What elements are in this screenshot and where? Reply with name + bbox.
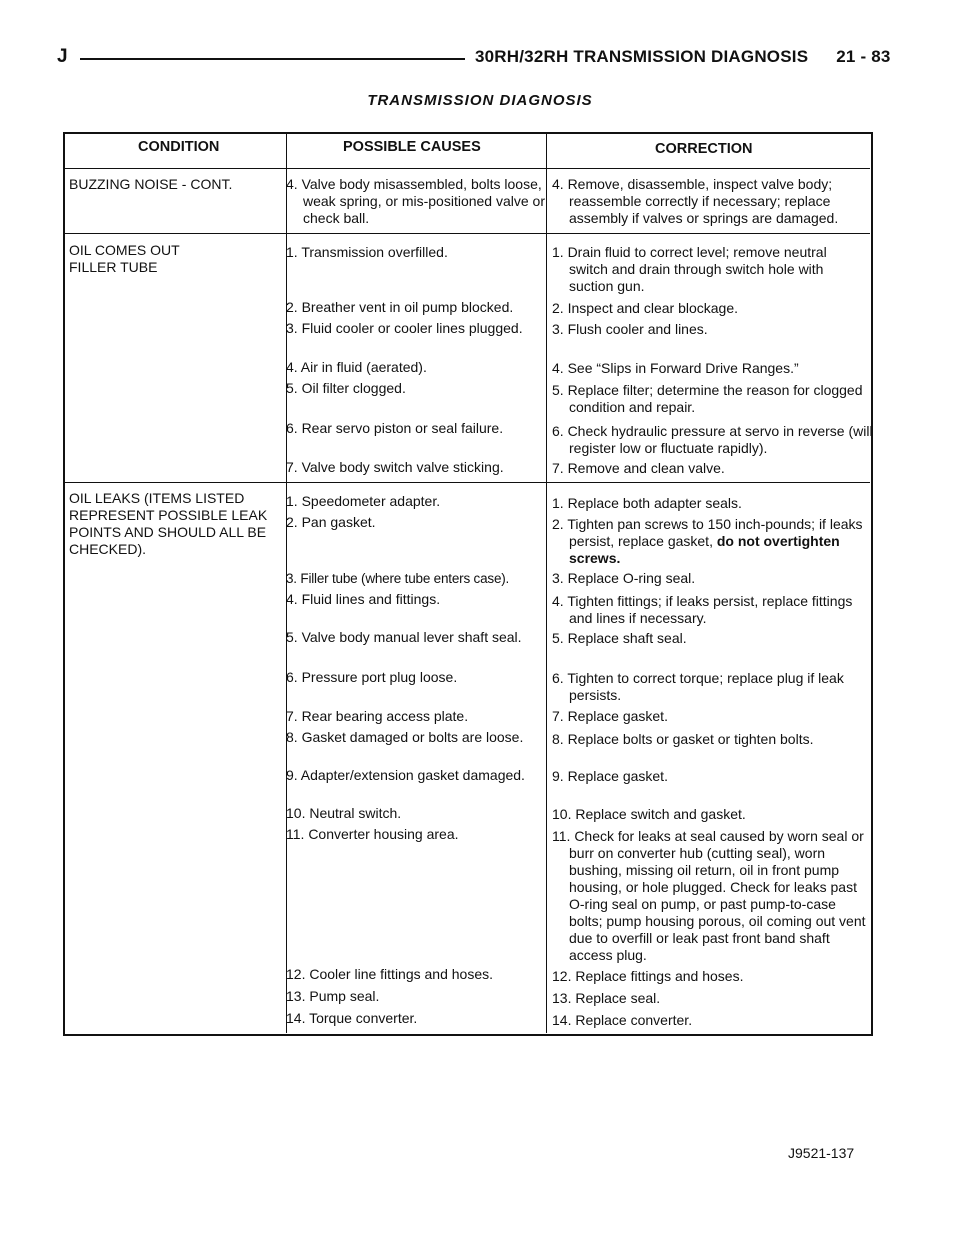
correction-cell: 3. Flush cooler and lines. [552, 321, 708, 337]
correction-cell: 8. Replace bolts or gasket or tighten bolts. [552, 731, 814, 747]
column-header-causes: POSSIBLE CAUSES [343, 139, 481, 155]
cause-cell: 13. Pump seal. [286, 988, 380, 1004]
cause-cell: 11. Converter housing area. [286, 826, 459, 842]
figure-id: J9521-137 [788, 1145, 855, 1161]
correction-cell: 4. Tighten fittings; if leaks persist, replace fittings and lines if necessary. [552, 593, 853, 626]
group-divider [64, 233, 870, 234]
condition-buzzing-noise: BUZZING NOISE - CONT. [69, 176, 233, 192]
correction-cell: 6. Check hydraulic pressure at servo in reverse (will register low or fluctuate rapidly). [552, 423, 873, 456]
correction-cell: 10. Replace switch and gasket. [552, 806, 746, 822]
cause-cell: 3. Fluid cooler or cooler lines plugged. [286, 320, 523, 336]
correction-cell: 6. Tighten to correct torque; replace plug if leak persists. [552, 670, 844, 703]
cause-cell: 4. Valve body misassembled, bolts loose, weak spring, or mis-positioned valve or check ball. [286, 176, 545, 226]
cause-cell: 5. Valve body manual lever shaft seal. [286, 629, 522, 645]
correction-cell: 4. Remove, disassemble, inspect valve body; reassemble correctly if necessary; replace assembly if valves or springs are damaged. [552, 176, 839, 226]
correction-cell [552, 516, 869, 567]
group-divider [64, 482, 870, 483]
column-header-correction: CORRECTION [655, 141, 753, 157]
header-title: 30RH/32RH TRANSMISSION DIAGNOSIS [475, 47, 809, 66]
cause-cell: 5. Oil filter clogged. [286, 380, 406, 396]
correction-cell: 7. Remove and clean valve. [552, 460, 725, 476]
correction-cell: 14. Replace converter. [552, 1012, 693, 1028]
cause-cell: 12. Cooler line fittings and hoses. [286, 966, 494, 982]
correction-warning: do not overtighten screws. [569, 533, 840, 566]
correction-cell: 13. Replace seal. [552, 990, 661, 1006]
correction-cell: 7. Replace gasket. [552, 708, 668, 724]
correction-cell: 12. Replace fittings and hoses. [552, 968, 744, 984]
correction-text: 2. Tighten pan screws to 150 inch-pounds; if leaks persist, replace gasket, [552, 516, 863, 549]
cause-cell: 6. Pressure port plug loose. [286, 669, 458, 685]
header-row-divider [64, 168, 870, 169]
correction-cell: 2. Inspect and clear blockage. [552, 300, 739, 316]
cause-cell: 4. Fluid lines and fittings. [286, 591, 441, 607]
correction-cell: 1. Replace both adapter seals. [552, 495, 742, 511]
header-rule [80, 58, 465, 60]
condition-oil-leaks: OIL LEAKS (ITEMS LISTED REPRESENT POSSIBLE LEAK POINTS AND SHOULD ALL BE CHECKED). [69, 490, 268, 557]
correction-cell: 9. Replace gasket. [552, 768, 668, 784]
cause-cell: 6. Rear servo piston or seal failure. [286, 420, 504, 436]
cause-cell: 2. Pan gasket. [286, 514, 376, 530]
cause-cell: 2. Breather vent in oil pump blocked. [286, 299, 514, 315]
correction-cell: 3. Replace O-ring seal. [552, 570, 696, 586]
cause-cell: 9. Adapter/extension gasket damaged. [286, 767, 525, 783]
cause-cell: 1. Transmission overfilled. [286, 244, 448, 260]
condition-oil-comes-out: OIL COMES OUT FILLER TUBE [69, 242, 180, 275]
cause-cell: 4. Air in fluid (aerated). [286, 359, 427, 375]
correction-cell: 5. Replace shaft seal. [552, 630, 687, 646]
page-number: 21 - 83 [836, 47, 891, 66]
cause-cell: 14. Torque converter. [286, 1010, 418, 1026]
correction-cell: 1. Drain fluid to correct level; remove neutral switch and drain through switch hole with suction gun. [552, 244, 827, 294]
page-subtitle: TRANSMISSION DIAGNOSIS [367, 92, 593, 109]
correction-cell: 4. See “Slips in Forward Drive Ranges.” [552, 360, 799, 376]
section-letter: J [57, 46, 68, 67]
cause-cell: 7. Rear bearing access plate. [286, 708, 469, 724]
cause-cell: 3. Filler tube (where tube enters case). [286, 571, 510, 586]
correction-cell: 5. Replace filter; determine the reason for clogged condition and repair. [552, 382, 863, 415]
cause-cell: 10. Neutral switch. [286, 805, 402, 821]
cause-cell: 1. Speedometer adapter. [286, 493, 441, 509]
cause-cell: 8. Gasket damaged or bolts are loose. [286, 729, 524, 745]
cause-cell: 7. Valve body switch valve sticking. [286, 459, 504, 475]
page-header [475, 47, 891, 67]
correction-cell: 11. Check for leaks at seal caused by worn seal or burr on converter hub (cutting seal), worn bushing, missing oil return, oil in front pump housing, or hole plugged. Check for leaks past O-ring seal on pump, or past pump-to-case bolts; pump housing porous, oil coming out vent due to overfill or leak past front band shaft access plug. [552, 828, 866, 963]
column-header-condition: CONDITION [138, 139, 220, 155]
